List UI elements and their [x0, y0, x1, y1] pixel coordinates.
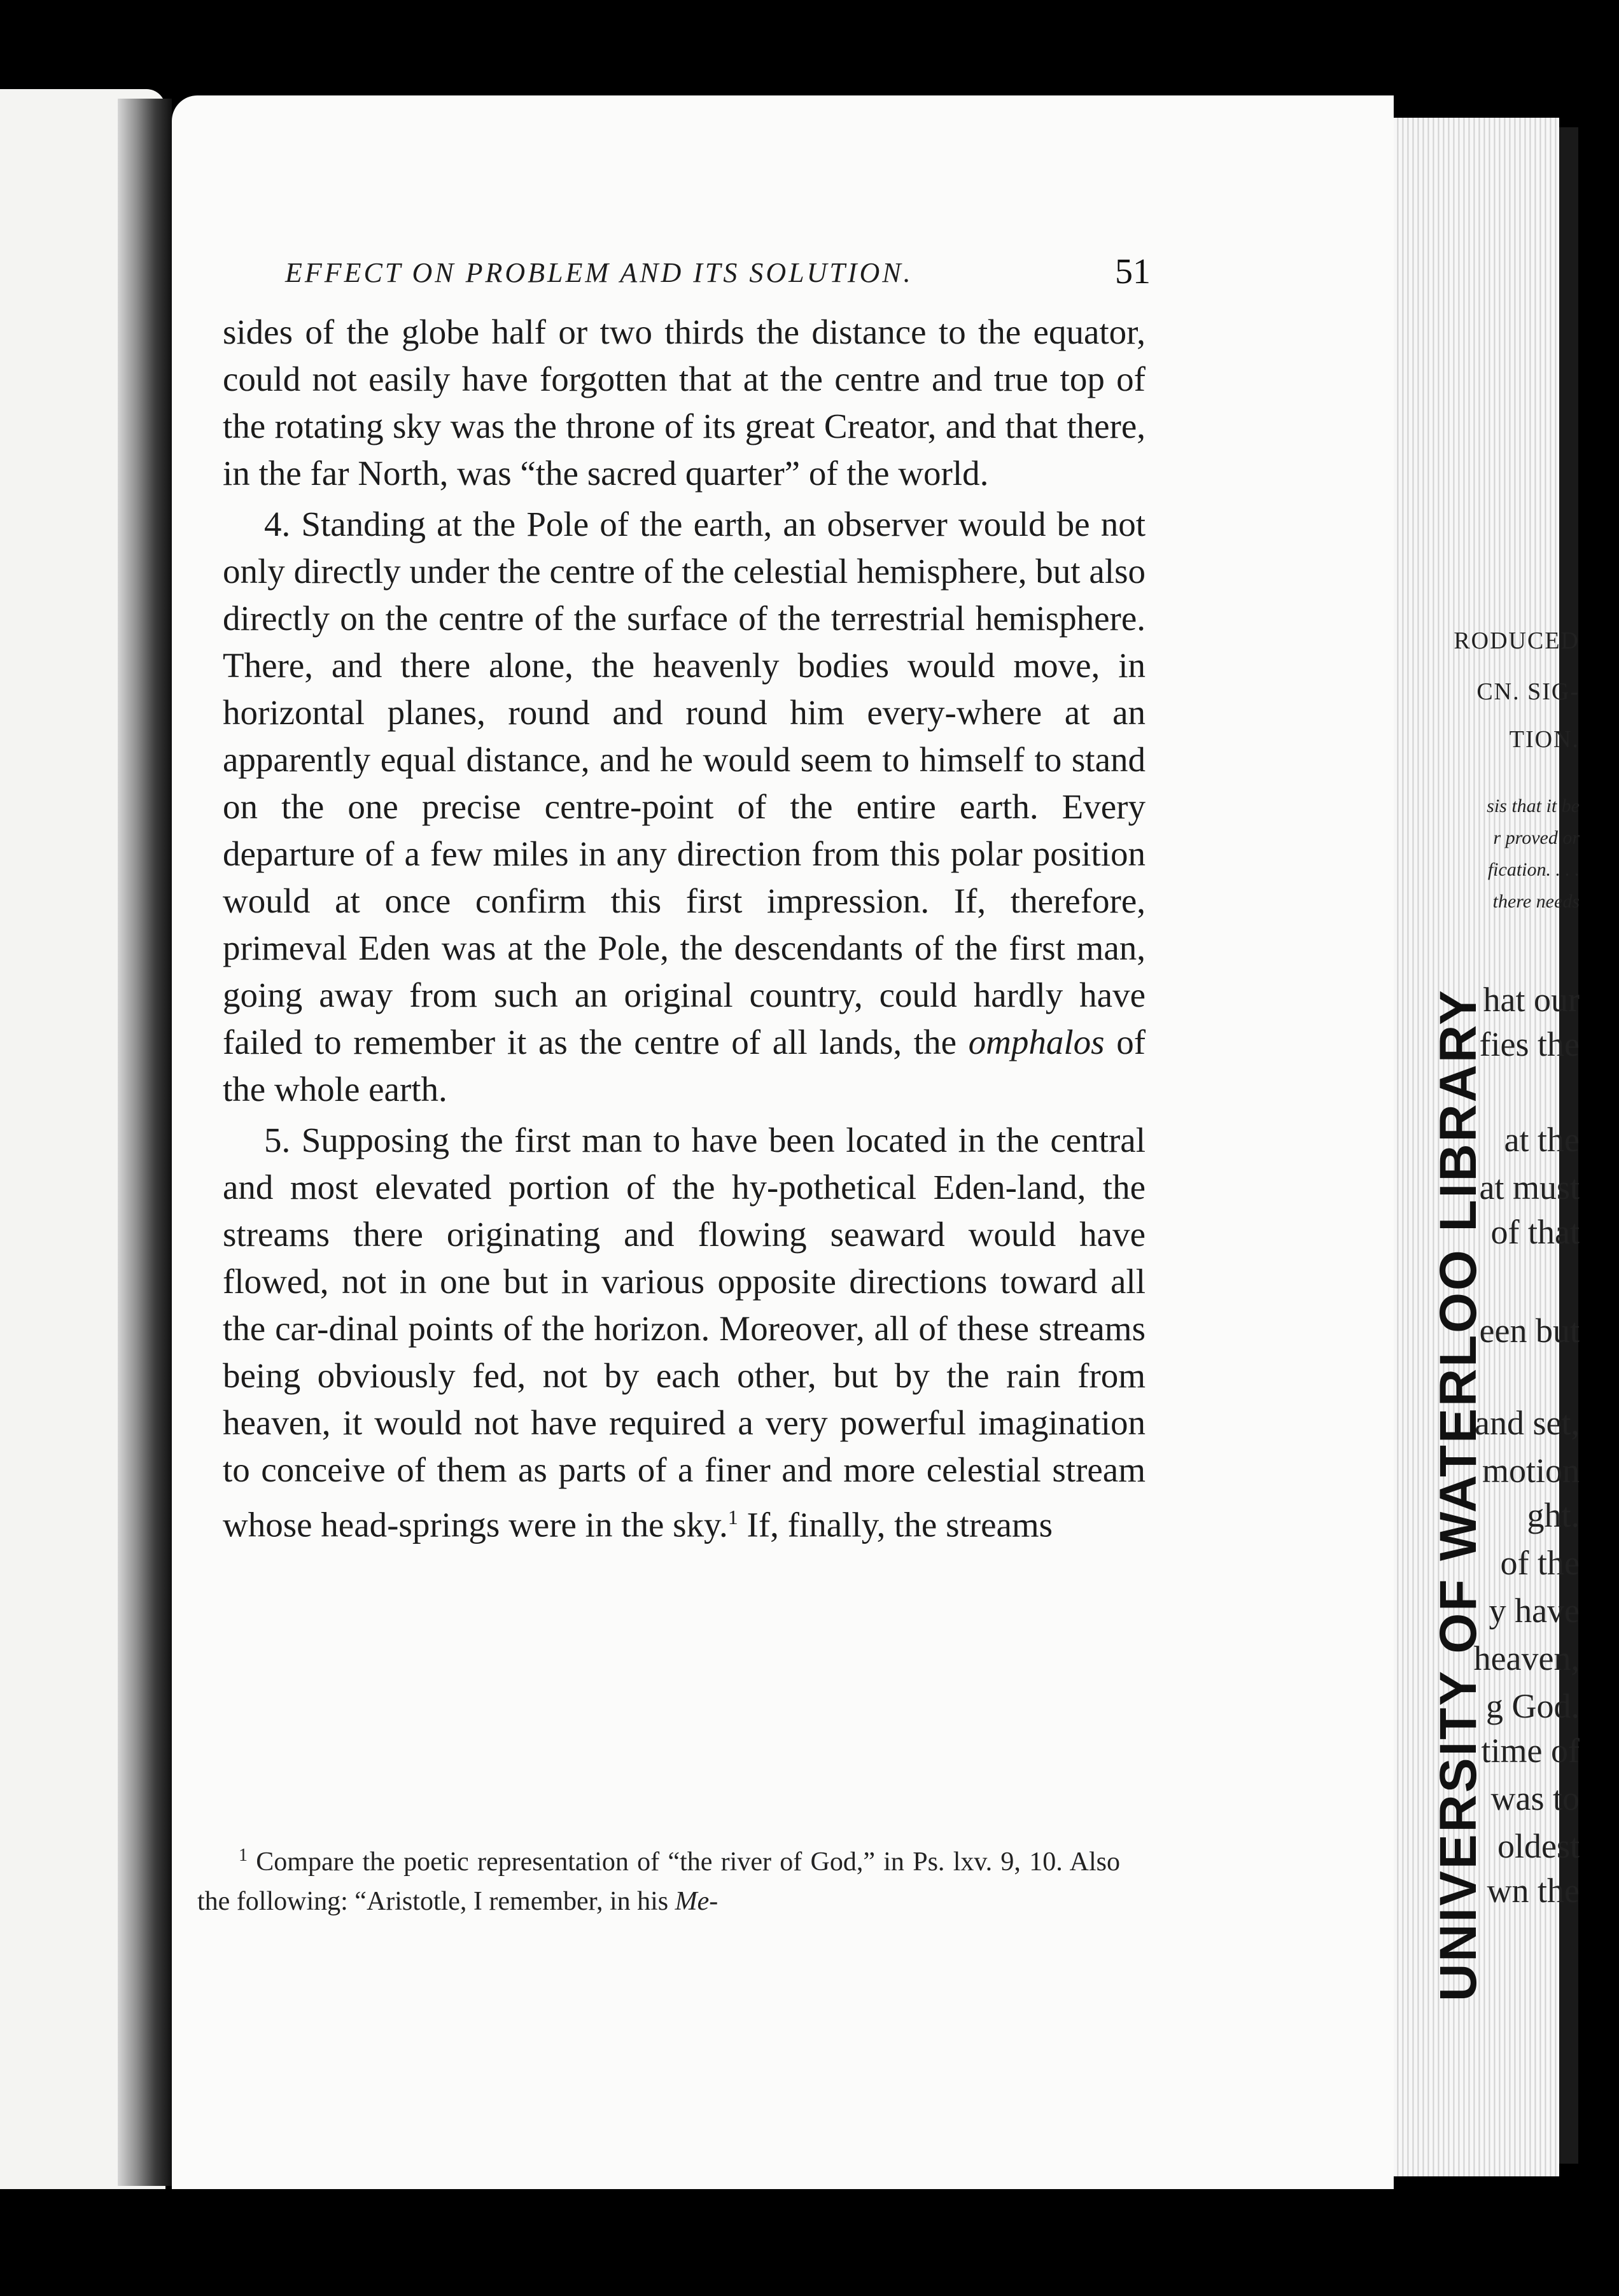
- left-fragment: een but: [1479, 1312, 1580, 1350]
- left-fragment: heaven,: [1473, 1639, 1580, 1677]
- body-text: [223, 309, 1146, 1548]
- left-fragment: oldest: [1497, 1827, 1580, 1865]
- left-fragment: wn the: [1487, 1872, 1580, 1910]
- left-fragment: at must: [1479, 1168, 1580, 1207]
- left-fragment: motion: [1482, 1452, 1580, 1490]
- left-fragment: y have: [1489, 1592, 1580, 1630]
- paragraph-text: If, finally, the streams: [746, 1505, 1053, 1544]
- left-fragment: fication. . . .: [1487, 859, 1580, 880]
- footnote-reference: 1: [727, 1506, 738, 1529]
- left-fragment: g God.: [1486, 1687, 1580, 1725]
- left-fragment: ght.: [1527, 1496, 1580, 1534]
- left-fragment: there needs: [1492, 891, 1580, 912]
- left-fragment: CN. SIG-: [1476, 678, 1580, 705]
- paragraph-text: 5. Supposing the first man to have been located in the central and most elevated portion of the hy-pothetical Eden-land, the streams there originating and flowing seaward would have flowed, not in one but in various opposite directions toward all the car-dinal points of the horizon. Moreover, all of these streams being obviously fed, not by each other, but by the rain from heaven, it would not have required a very powerful imagination to conceive of them as parts of a finer and more celestial stream whose head-springs were in the sky.: [223, 1121, 1146, 1544]
- footnote-text: Compare the poetic representation of “the river of God,” in Ps. lxv. 9, 10. Also the following: “Aristotle, I remember, in his: [197, 1847, 1121, 1916]
- left-fragment: fies the: [1479, 1025, 1580, 1063]
- left-fragment: of the: [1500, 1544, 1580, 1582]
- italic-term: omphalos: [968, 1023, 1105, 1061]
- left-fragment: RODUCED: [1454, 627, 1580, 654]
- running-head: EFFECT ON PROBLEM AND ITS SOLUTION.: [285, 257, 913, 288]
- paragraph: [223, 501, 1146, 1113]
- left-fragment: TION.: [1509, 726, 1580, 753]
- left-fragment: of that: [1490, 1213, 1580, 1251]
- footnote: [197, 1836, 1120, 1921]
- book-gutter: [118, 99, 172, 2186]
- left-fragment: r proved or: [1493, 827, 1580, 848]
- footnote-italic: Me-: [675, 1887, 718, 1916]
- left-fragment: at the: [1504, 1121, 1580, 1159]
- left-fragment: and set,: [1475, 1404, 1580, 1442]
- footnote-marker: 1: [239, 1845, 248, 1865]
- paragraph-text: 4. Standing at the Pole of the earth, an observer would be not only directly under the centre of the celestial hemisphere, but also directly on the centre of the surface of the terrestrial hemisphere. There, and there alone, the heavenly bodies would move, in horizontal planes, round and round him every-where at an apparently equal distance, and he would seem to himself to stand on the one precise centre-point of the entire earth. Every departure of a few miles in any direction from this polar position would at once confirm this first impression. If, therefore, primeval Eden was at the Pole, the descendants of the first man, going away from such an original country, could hardly have failed to remember it as the centre of all lands, the: [223, 505, 1146, 1061]
- left-fragment: sis that it be: [1487, 795, 1580, 816]
- left-fragment: was to: [1490, 1779, 1580, 1817]
- paragraph-text: of the whole earth.: [223, 1023, 1146, 1109]
- left-fragment: hat our: [1483, 981, 1580, 1019]
- paragraph: sides of the globe half or two thirds the distance to the equator, could not easily have forgotten that at the centre and true top of the rotating sky was the throne of its great Creator, and that there, in the far North, was “the sacred quarter” of the world.: [223, 312, 1146, 493]
- left-fragment: time of: [1481, 1732, 1580, 1770]
- page-number: 51: [1115, 252, 1151, 291]
- page-header: [285, 251, 1151, 296]
- library-stamp: UNIVERSITY OF WATERLOO LIBRARY: [1429, 988, 1487, 2001]
- paragraph: [223, 1117, 1146, 1548]
